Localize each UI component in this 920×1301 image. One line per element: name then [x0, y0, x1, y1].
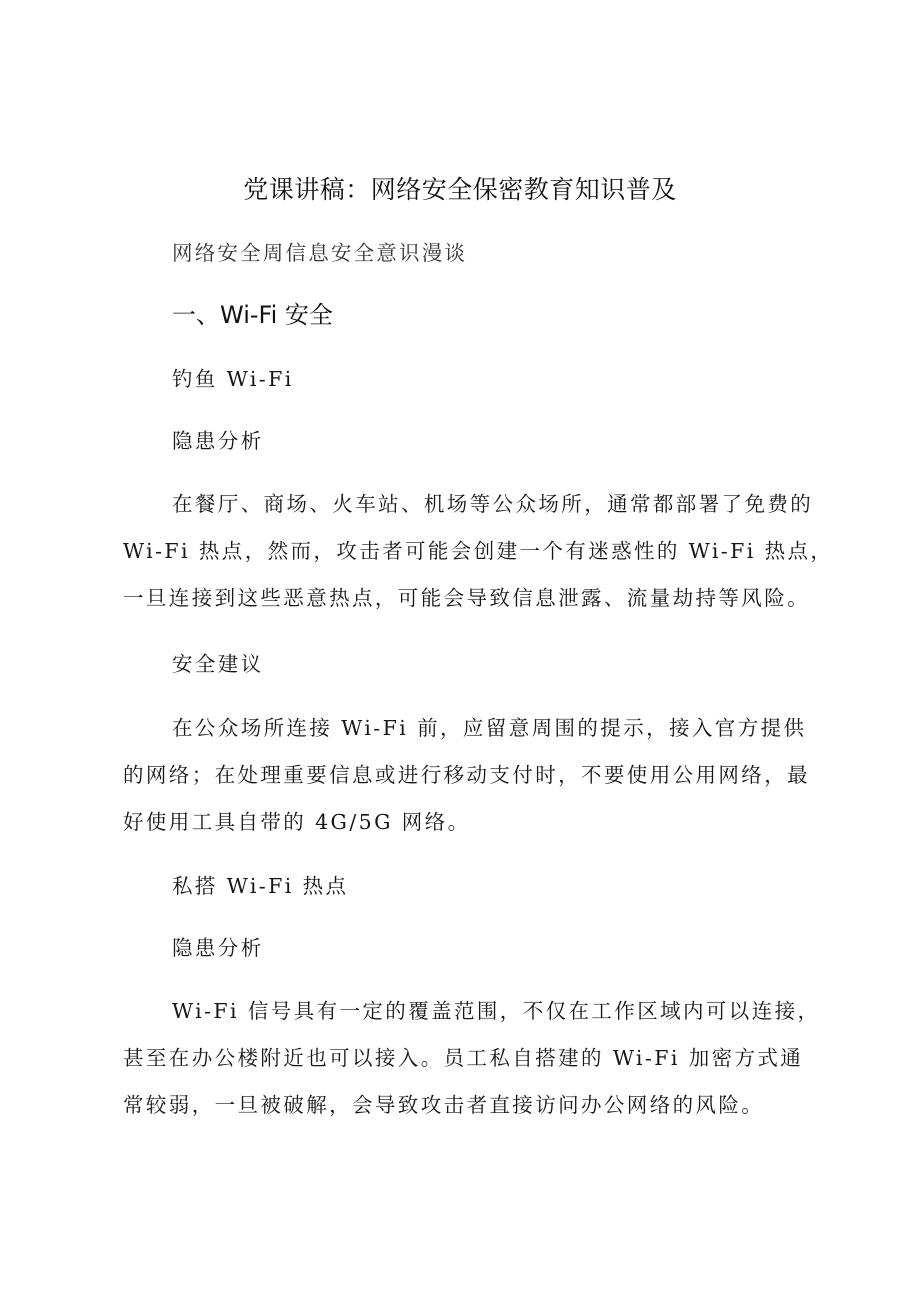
paragraph-line: 好使用工具自带的 4G/5G 网络。 — [123, 810, 471, 834]
section-heading-wifi-security: 一、Wi-Fi 安全 — [172, 301, 333, 329]
paragraph-line: Wi-Fi 热点，然而，攻击者可能会创建一个有迷惑性的 Wi-Fi 热点， — [123, 539, 834, 563]
risk-analysis-heading: 隐患分析 — [172, 429, 264, 453]
document-title: 党课讲稿：网络安全保密教育知识普及 — [243, 175, 677, 204]
paragraph-line: 的网络；在处理重要信息或进行移动支付时，不要使用公用网络，最 — [123, 763, 810, 787]
paragraph-line: 在餐厅、商场、火车站、机场等公众场所，通常都部署了免费的 — [172, 492, 814, 516]
risk-analysis-heading: 隐患分析 — [172, 936, 264, 960]
safety-advice-heading: 安全建议 — [172, 652, 264, 676]
paragraph-line: 常较弱，一旦被破解，会导致攻击者直接访问办公网络的风险。 — [123, 1093, 765, 1117]
paragraph-line: 甚至在办公楼附近也可以接入。员工私自搭建的 Wi-Fi 加密方式通 — [123, 1046, 804, 1070]
paragraph-line: 在公众场所连接 Wi-Fi 前，应留意周围的提示，接入官方提供 — [172, 716, 807, 740]
document-subtitle: 网络安全周信息安全意识漫谈 — [172, 241, 468, 265]
paragraph-line: Wi-Fi 信号具有一定的覆盖范围，不仅在工作区域内可以连接， — [172, 999, 821, 1023]
topic-heading-phishing-wifi: 钓鱼 Wi-Fi — [172, 367, 294, 391]
topic-heading-private-hotspot: 私搭 Wi-Fi 热点 — [172, 874, 349, 898]
paragraph-line: 一旦连接到这些恶意热点，可能会导致信息泄露、流量劫持等风险。 — [123, 586, 810, 610]
